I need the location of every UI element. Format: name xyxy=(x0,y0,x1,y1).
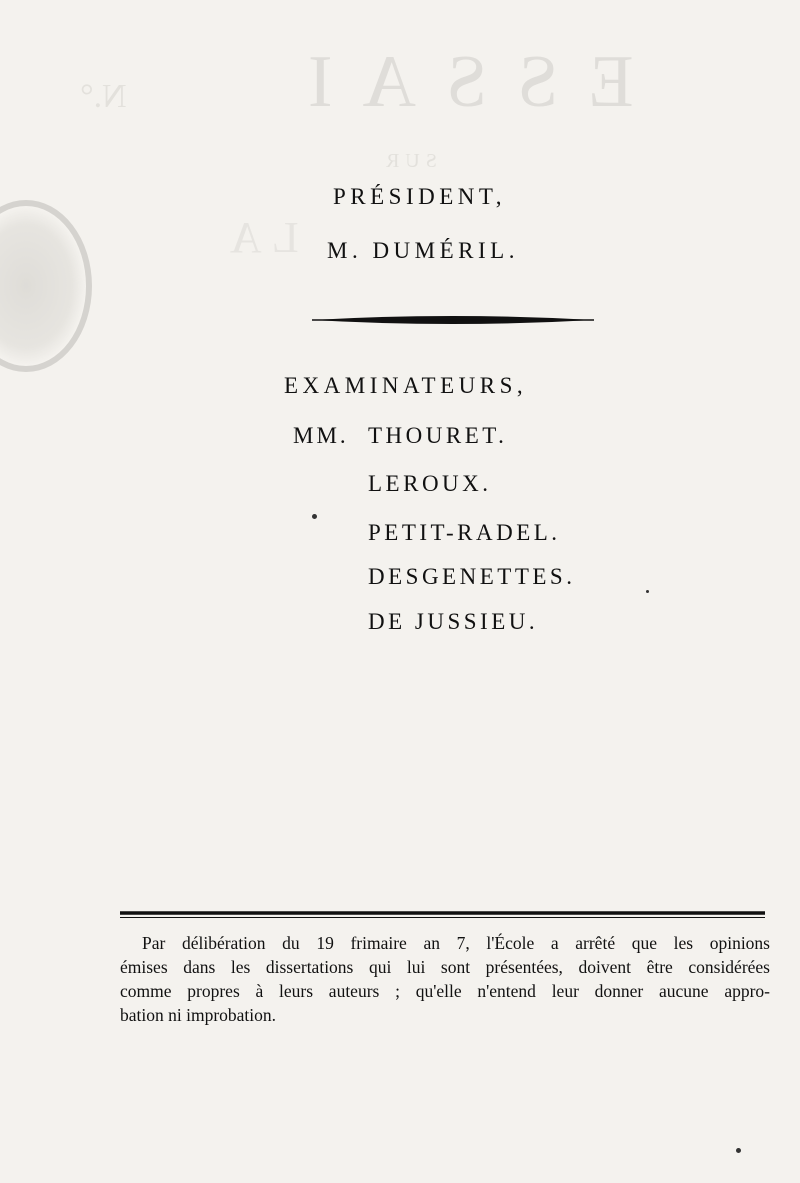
disclaimer-notice xyxy=(120,931,770,1027)
ink-speck xyxy=(736,1148,741,1153)
bleedthrough-number-shape: N.° xyxy=(80,78,127,115)
notice-line: comme propres à leurs auteurs ; qu'elle n'entend leur donner aucune appro- xyxy=(120,981,770,1001)
examiner-name: THOURET. xyxy=(368,423,508,448)
library-stamp-bleedthrough xyxy=(0,200,92,372)
examiner-name: DESGENETTES. xyxy=(368,564,576,589)
ornamental-rule xyxy=(312,312,594,328)
ink-speck xyxy=(646,590,649,593)
examiners-prefix: MM. xyxy=(293,423,349,448)
examiner-name: LEROUX. xyxy=(368,471,492,496)
bleedthrough-subtitle-shape: LA xyxy=(220,213,299,262)
bleedthrough-title-shape: ESSAI xyxy=(278,41,634,123)
notice-line: Par délibération du 19 frimaire an 7, l'École a arrêté que les opinions xyxy=(142,933,770,953)
notice-line: émises dans les dissertations qui lui sont présentées, doivent être considérées xyxy=(120,957,770,977)
bleedthrough-sur-shape: SUR xyxy=(380,150,437,172)
ink-speck xyxy=(312,514,317,519)
president-name: M. DUMÉRIL. xyxy=(327,238,519,263)
notice-line: bation ni improbation. xyxy=(120,1005,277,1025)
examiner-name: PETIT-RADEL. xyxy=(368,520,561,545)
examiners-label: EXAMINATEURS, xyxy=(284,373,528,398)
president-label: PRÉSIDENT, xyxy=(333,184,506,209)
examiner-name: DE JUSSIEU. xyxy=(368,609,539,634)
notice-divider-rule xyxy=(120,906,765,920)
